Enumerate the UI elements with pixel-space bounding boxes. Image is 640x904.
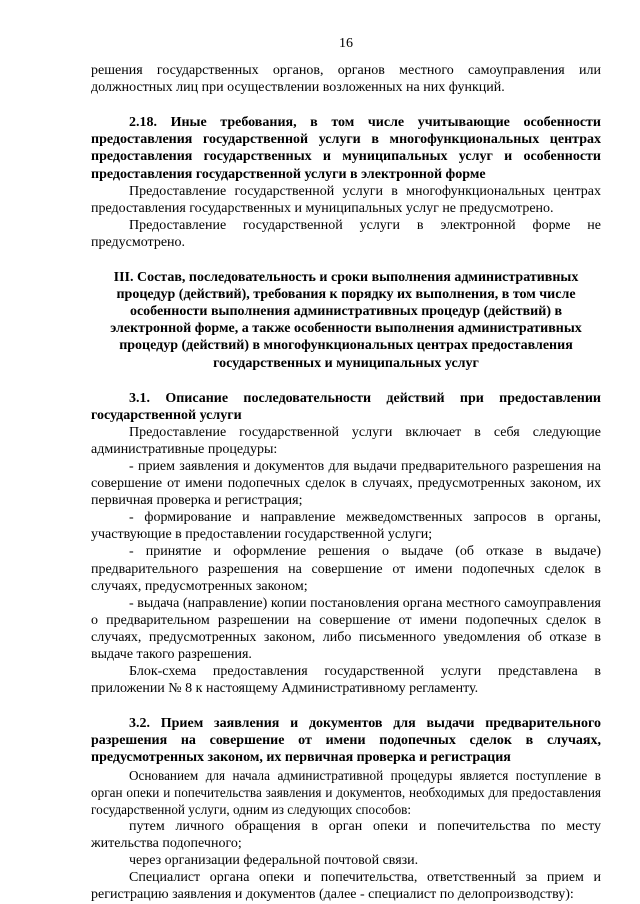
section-3-2-paragraph-1: Основанием для начала административной процедуры является поступление в орган опеки и попечительства заявления и документов, необходимых для предоставления государственной услуги, одним из следующих способов:: [91, 767, 601, 817]
section-2-18-paragraph-2: Предоставление государственной услуги в электронной форме не предусмотрено.: [91, 217, 601, 250]
section-3-2-paragraph-4: Специалист органа опеки и попечительства, ответственный за прием и регистрацию заявления и документов (далее - специалист по делопроизводству):: [91, 870, 601, 903]
procedure-item: - прием заявления и документов для выдачи предварительного разрешения на совершение от имени подопечных сделок в случаях, предусмотренных законом, их первичная проверка и регистрация;: [91, 458, 601, 509]
section-3-2-heading: 3.2. Прием заявления и документов для выдачи предварительного разрешения на совершение от имени подопечных сделок в случаях, предусмотренных законом, их первичная проверка и регистрация: [91, 716, 601, 766]
section-3-1-heading: 3.1. Описание последовательности действий при предоставлении государственной услуги: [91, 390, 601, 423]
procedure-item: - формирование и направление межведомственных запросов в органы, участвующие в предоставлении государственной услуги;: [91, 510, 601, 543]
top-paragraph: решения государственных органов, органов местного самоуправления или должностных лиц при осуществлении возложенных на них функций.: [91, 63, 601, 96]
section-2-18-heading: 2.18. Иные требования, в том числе учитывающие особенности предоставления государственной услуги в многофункциональных центрах предоставления государственных и муниципальных услуг и особенности предоставления государственной услуги в электронной форме: [91, 115, 601, 182]
section-3-heading: III. Состав, последовательность и сроки выполнения административных процедур (действий), требования к порядку их выполнения, в том числе особенности выполнения административных процедур (действий) в электронной форме, а также особенности выполнения административных процедур (действий) в многофункциональных центрах предоставления государственных и муниципальных услуг: [110, 270, 582, 371]
section-3-1-closing: Блок-схема предоставления государственной услуги представлена в приложении № 8 к настоящему Административному регламенту.: [91, 664, 601, 697]
section-3-1-intro: Предоставление государственной услуги включает в себя следующие административные процедуры:: [91, 424, 601, 457]
section-2-18-paragraph-1: Предоставление государственной услуги в многофункциональных центрах предоставления государственных и муниципальных услуг не предусмотрено.: [91, 183, 601, 216]
procedure-item: - выдача (направление) копии постановления органа местного самоуправления о предварительном разрешении на совершение от имени подопечных сделок в случаях, предусмотренных законом, либо письменного уведомления об отказе в выдаче такого разрешения.: [91, 595, 601, 662]
document-page: [91, 35, 601, 903]
section-3-2-paragraph-2: путем личного обращения в орган опеки и попечительства по месту жительства подопечного;: [91, 818, 601, 851]
procedure-item: - принятие и оформление решения о выдаче (об отказе в выдаче) предварительного разрешения на совершение от имени подопечных сделок в случаях, предусмотренных законом;: [91, 544, 601, 594]
page-number: 16: [339, 36, 353, 51]
section-3-2-paragraph-3: через организации федеральной почтовой связи.: [129, 853, 419, 869]
